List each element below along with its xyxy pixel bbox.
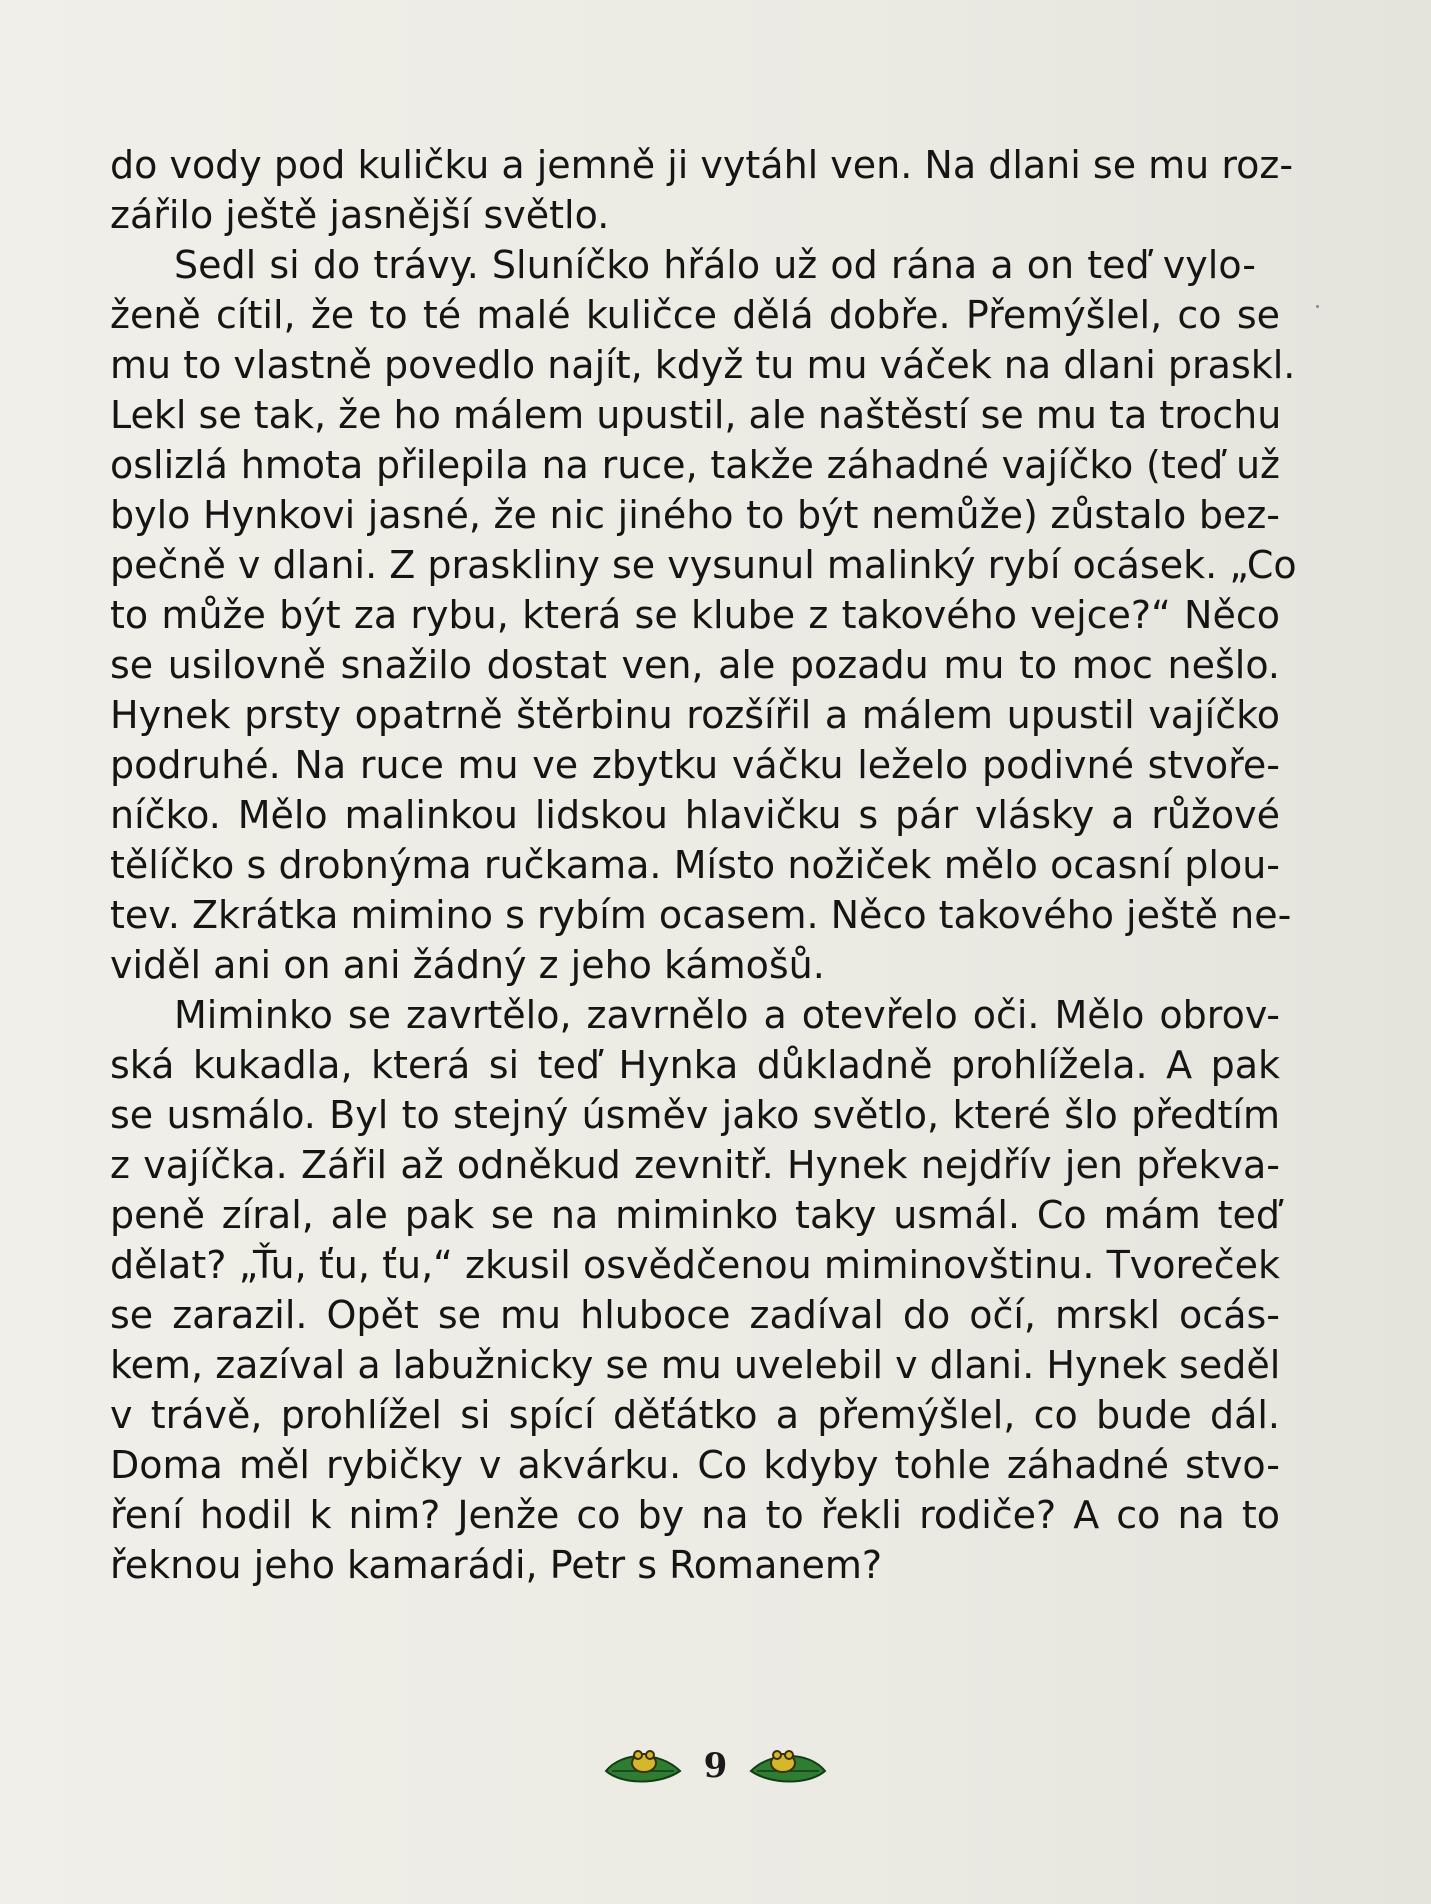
text-line: Hynek prsty opatrně štěrbinu rozšířil a málem upustil vajíčko bbox=[110, 693, 1280, 737]
frog-leaf-icon bbox=[604, 1745, 682, 1787]
text-line: tev. Zkrátka mimino s rybím ocasem. Něco takového ještě ne- bbox=[110, 893, 1292, 937]
text-line: to může být za rybu, která se klube z takového vejce?“ Něco bbox=[110, 593, 1280, 637]
text-line: tělíčko s drobnýma ručkama. Místo nožiček mělo ocasní plou- bbox=[110, 843, 1280, 887]
page-footer bbox=[0, 1745, 1431, 1787]
page-number: 9 bbox=[703, 1746, 728, 1786]
text-line: pečně v dlani. Z praskliny se vysunul malinký rybí ocásek. „Co bbox=[110, 543, 1297, 587]
text-line: ská kukadla, která si teď Hynka důkladně prohlížela. A pak bbox=[110, 1043, 1280, 1087]
page-text bbox=[110, 140, 1310, 1590]
text-line: se zarazil. Opět se mu hluboce zadíval do očí, mrskl ocás- bbox=[110, 1293, 1280, 1337]
text-line: se usmálo. Byl to stejný úsměv jako světlo, které šlo předtím bbox=[110, 1093, 1280, 1137]
text-line: v trávě, prohlížel si spící děťátko a přemýšlel, co bude dál. bbox=[110, 1393, 1280, 1437]
text-line: níčko. Mělo malinkou lidskou hlavičku s pár vlásky a růžové bbox=[110, 793, 1280, 837]
text-line: Lekl se tak, že ho málem upustil, ale naštěstí se mu ta trochu bbox=[110, 393, 1282, 437]
text-line: se usilovně snažilo dostat ven, ale pozadu mu to moc nešlo. bbox=[110, 643, 1280, 687]
text-line: bylo Hynkovi jasné, že nic jiného to být nemůže) zůstalo bez- bbox=[110, 493, 1280, 537]
text-line: do vody pod kuličku a jemně ji vytáhl ven. Na dlani se mu roz- bbox=[110, 143, 1294, 187]
text-line: z vajíčka. Zářil až odněkud zevnitř. Hynek nejdřív jen překva- bbox=[110, 1143, 1280, 1187]
text-line: mu to vlastně povedlo najít, když tu mu váček na dlani praskl. bbox=[110, 343, 1296, 387]
text-line: oslizlá hmota přilepila na ruce, takže záhadné vajíčko (teď už bbox=[110, 443, 1280, 487]
text-line: Sedl si do trávy. Sluníčko hřálo už od rána a on teď vylo- bbox=[174, 243, 1256, 287]
frog-leaf-icon bbox=[749, 1745, 827, 1787]
text-line: dělat? „Ťu, ťu, ťu,“ zkusil osvědčenou miminovštinu. Tvoreček bbox=[110, 1243, 1280, 1287]
text-line: Doma měl rybičky v akvárku. Co kdyby tohle záhadné stvo- bbox=[110, 1443, 1280, 1487]
text-line: ženě cítil, že to té malé kuličce dělá dobře. Přemýšlel, co se bbox=[110, 293, 1280, 337]
text-line: Miminko se zavrtělo, zavrnělo a otevřelo oči. Mělo obrov- bbox=[174, 993, 1280, 1037]
text-line: podruhé. Na ruce mu ve zbytku váčku leželo podivné stvoře- bbox=[110, 743, 1280, 787]
paper-speck bbox=[1316, 305, 1319, 308]
text-line: peně zíral, ale pak se na miminko taky usmál. Co mám teď bbox=[110, 1193, 1280, 1237]
text-line: řeknou jeho kamarádi, Petr s Romanem? bbox=[110, 1543, 883, 1587]
text-line: ření hodil k nim? Jenže co by na to řekli rodiče? A co na to bbox=[110, 1493, 1280, 1537]
text-line: zářilo ještě jasnější světlo. bbox=[110, 193, 610, 237]
text-line: viděl ani on ani žádný z jeho kámošů. bbox=[110, 943, 825, 987]
text-line: kem, zazíval a labužnicky se mu uvelebil v dlani. Hynek seděl bbox=[110, 1343, 1281, 1387]
